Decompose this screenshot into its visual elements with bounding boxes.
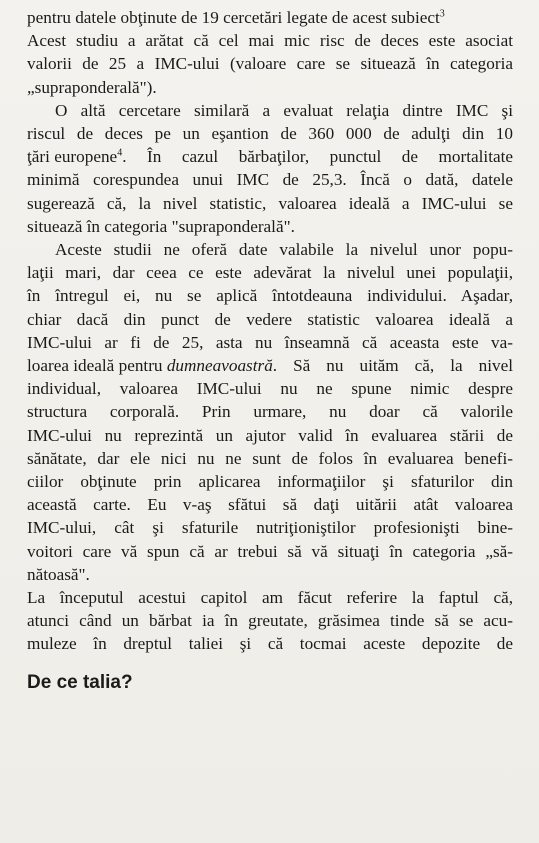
text-line: Acest studiu a arătat că cel mai mic risc de deces este asociat bbox=[27, 31, 513, 51]
text-line: nătoasă". bbox=[27, 564, 90, 584]
text-line: sugerează că, la nivel statistic, valoarea ideală a IMC-ului se bbox=[27, 193, 513, 213]
text-line: riscul de deces pe un eşantion de 360 000 de adulţi din 10 bbox=[27, 124, 513, 143]
text-line: loarea ideală pentru dumneavoastră . Să nu uităm că, la nivel bbox=[27, 354, 513, 378]
text-line: La începutul acestui capitol am făcut referire la faptul că, bbox=[27, 588, 513, 607]
section-heading: De ce talia? bbox=[27, 671, 133, 693]
text-line: atunci când un bărbat ia în greutate, grăsimea tinde să se acu- bbox=[27, 611, 513, 631]
text-line: în întregul ei, nu se aplică întotdeauna individului. Aşadar, bbox=[27, 286, 513, 306]
text-line: valorii de 25 a IMC-ului (valoare care se situează în categoria bbox=[27, 54, 513, 74]
text-line: laţii mari, dar ceea ce este adevărat la nivelul unei populaţii, bbox=[27, 263, 513, 283]
text-line: situează în categoria "supraponderală". bbox=[27, 216, 295, 236]
text-line: ciilor obţinute prin aplicarea informaţiilor şi sfaturilor din bbox=[27, 472, 513, 491]
text-line: O altă cercetare similară a evaluat relaţia dintre IMC şi bbox=[55, 100, 513, 120]
text-line: IMC-ului, cât şi sfaturile nutriţioniştilor profesionişti bine- bbox=[27, 518, 513, 538]
text-line: pentru datele obţinute de 19 cercetări legate de acest subiect$^3$ bbox=[27, 8, 445, 27]
emphasis-text: dumneavoastră bbox=[166, 356, 273, 375]
text-line: structura corporală. Prin urmare, nu doar că valorile bbox=[27, 402, 513, 422]
text-line: voitori care vă spun că ar trebui să vă situaţi în categoria „să- bbox=[27, 541, 513, 561]
text-line: IMC-ului ar fi de 25, asta nu înseamnă că aceasta este va- bbox=[27, 332, 513, 352]
text-line: „supraponderală"). bbox=[27, 77, 157, 97]
footnote-ref: 4 bbox=[117, 147, 123, 159]
text-line: ţări europene$^4$ . În cazul bărbaţilor, punctul de mortalitate bbox=[27, 147, 513, 167]
text-line: chiar dacă din punct de vedere statistic valoarea ideală a bbox=[27, 309, 513, 329]
text-line: Aceste studii ne oferă date valabile la nivelul unor popu- bbox=[55, 240, 513, 259]
footnote-ref: 3 bbox=[439, 8, 445, 20]
text-line: această carte. Eu v-aş sfătui să daţi uitării atât valoarea bbox=[27, 495, 513, 515]
text-line: muleze în dreptul taliei şi că tocmai aceste depozite de bbox=[27, 634, 513, 654]
text-line: minimă corespundea unui IMC de 25,3. Încă o dată, datele bbox=[27, 170, 513, 190]
text-line: sănătate, dar ele nici nu ne sunt de folos în evaluarea benefi- bbox=[27, 448, 513, 468]
text-line: IMC-ului nu reprezintă un ajutor valid în evaluarea stării de bbox=[27, 425, 513, 445]
text-line: individual, valoarea IMC-ului nu ne spune nimic despre bbox=[27, 379, 513, 399]
